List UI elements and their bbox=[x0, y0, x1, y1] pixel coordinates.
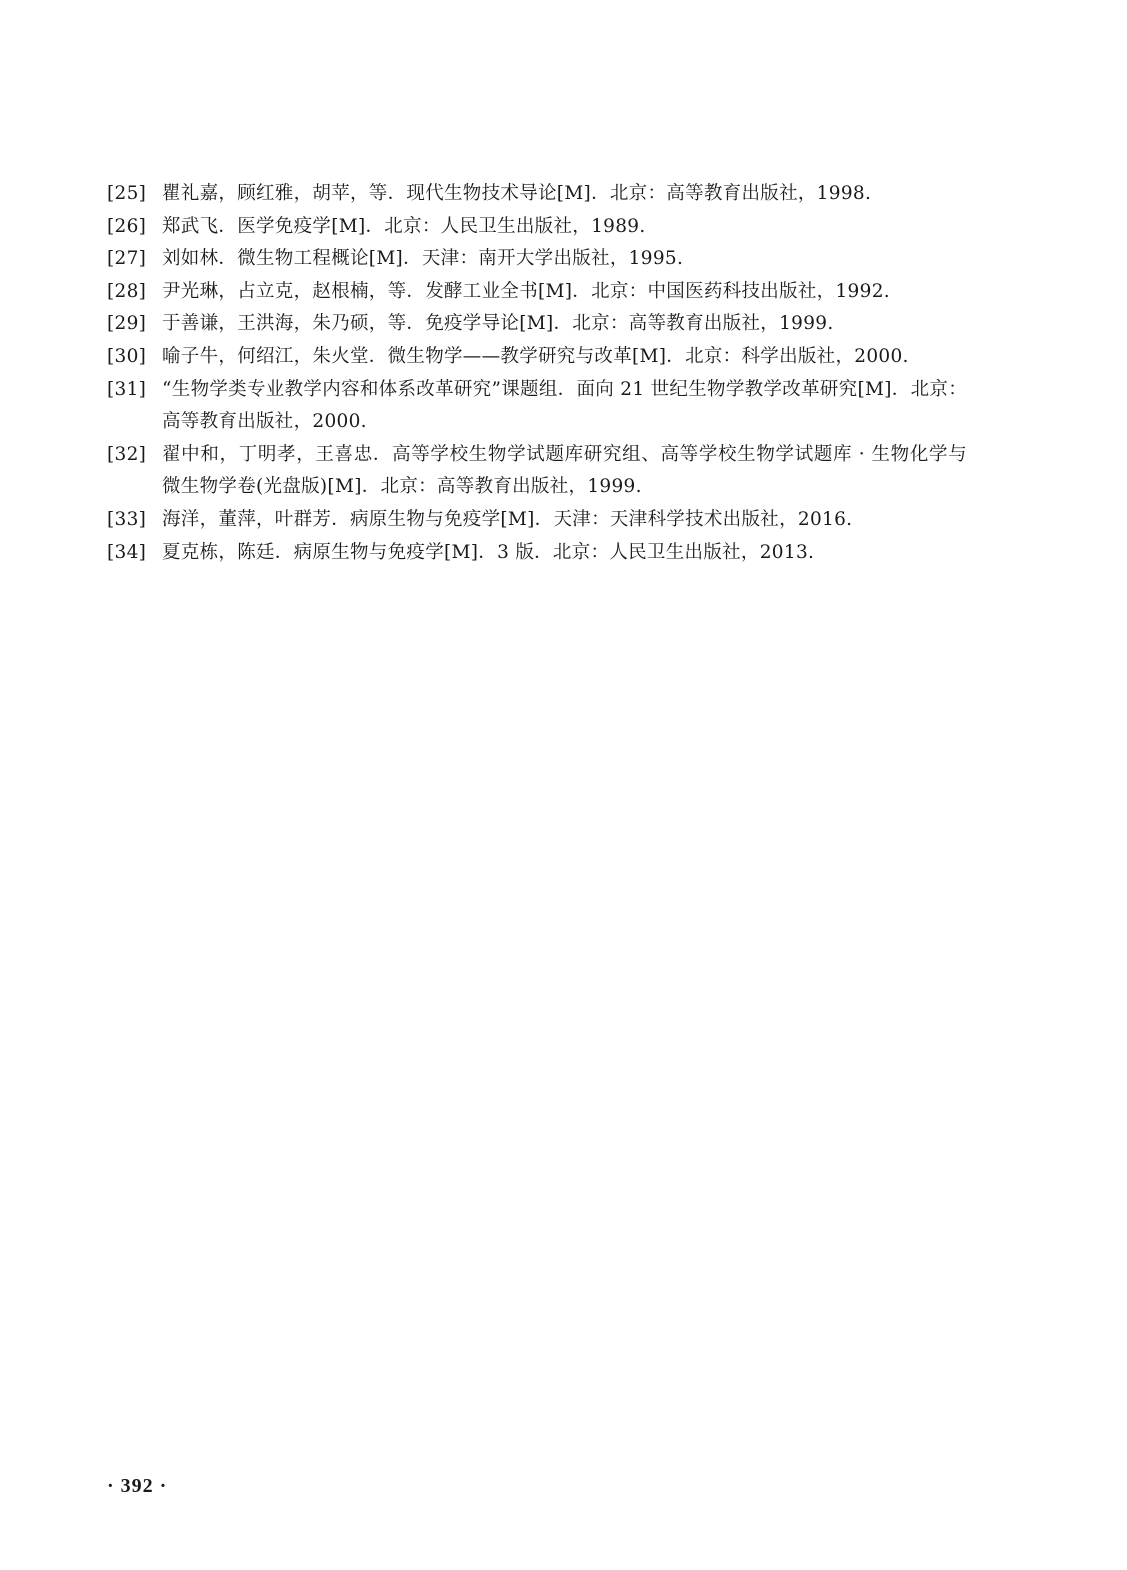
reference-number: [32] bbox=[107, 443, 147, 465]
page-number: · 392 · bbox=[107, 1475, 168, 1497]
reference-item bbox=[107, 178, 967, 211]
reference-number: [27] bbox=[107, 248, 147, 270]
reference-number: [33] bbox=[107, 508, 147, 530]
reference-item bbox=[107, 341, 967, 374]
reference-item bbox=[107, 537, 967, 570]
reference-text: “生物学类专业教学内容和体系改革研究”课题组．面向 21 世纪生物学教学改革研究[M]．北京：高等教育出版社，2000. bbox=[162, 378, 967, 433]
reference-number: [34] bbox=[107, 541, 147, 563]
reference-item bbox=[107, 374, 967, 439]
reference-number: [28] bbox=[107, 280, 147, 302]
reference-item bbox=[107, 308, 967, 341]
reference-item bbox=[107, 439, 967, 504]
reference-text: 海洋，董萍，叶群芳．病原生物与免疫学[M]．天津：天津科学技术出版社，2016. bbox=[162, 508, 853, 530]
reference-text: 刘如林．微生物工程概论[M]．天津：南开大学出版社，1995. bbox=[162, 248, 684, 270]
reference-text: 瞿礼嘉，顾红雅，胡苹，等．现代生物技术导论[M]．北京：高等教育出版社，1998. bbox=[162, 183, 872, 204]
reference-number: [25] bbox=[107, 183, 147, 204]
reference-number: [29] bbox=[107, 313, 147, 335]
reference-text: 夏克栋，陈廷．病原生物与免疫学[M]．3 版．北京：人民卫生出版社，2013. bbox=[162, 541, 815, 563]
reference-item bbox=[107, 243, 967, 276]
reference-text: 喻子牛，何绍江，朱火堂．微生物学——教学研究与改革[M]．北京：科学出版社，2000. bbox=[162, 345, 909, 367]
reference-item bbox=[107, 276, 967, 309]
reference-text: 尹光琳，占立克，赵根楠，等．发酵工业全书[M]．北京：中国医药科技出版社，1992. bbox=[162, 280, 890, 302]
reference-number: [30] bbox=[107, 345, 147, 367]
reference-item bbox=[107, 504, 967, 537]
reference-number: [31] bbox=[107, 378, 147, 400]
reference-list bbox=[107, 178, 967, 569]
reference-text: 于善谦，王洪海，朱乃硕，等．免疫学导论[M]．北京：高等教育出版社，1999. bbox=[162, 313, 834, 335]
reference-item bbox=[107, 211, 967, 244]
reference-number: [26] bbox=[107, 215, 147, 237]
reference-text: 翟中和，丁明孝，王喜忠．高等学校生物学试题库研究组、高等学校生物学试题库 · 生物化学与微生物学卷(光盘版)[M]．北京：高等教育出版社，1999. bbox=[162, 443, 967, 498]
reference-text: 郑武飞．医学免疫学[M]．北京：人民卫生出版社，1989. bbox=[162, 215, 646, 237]
